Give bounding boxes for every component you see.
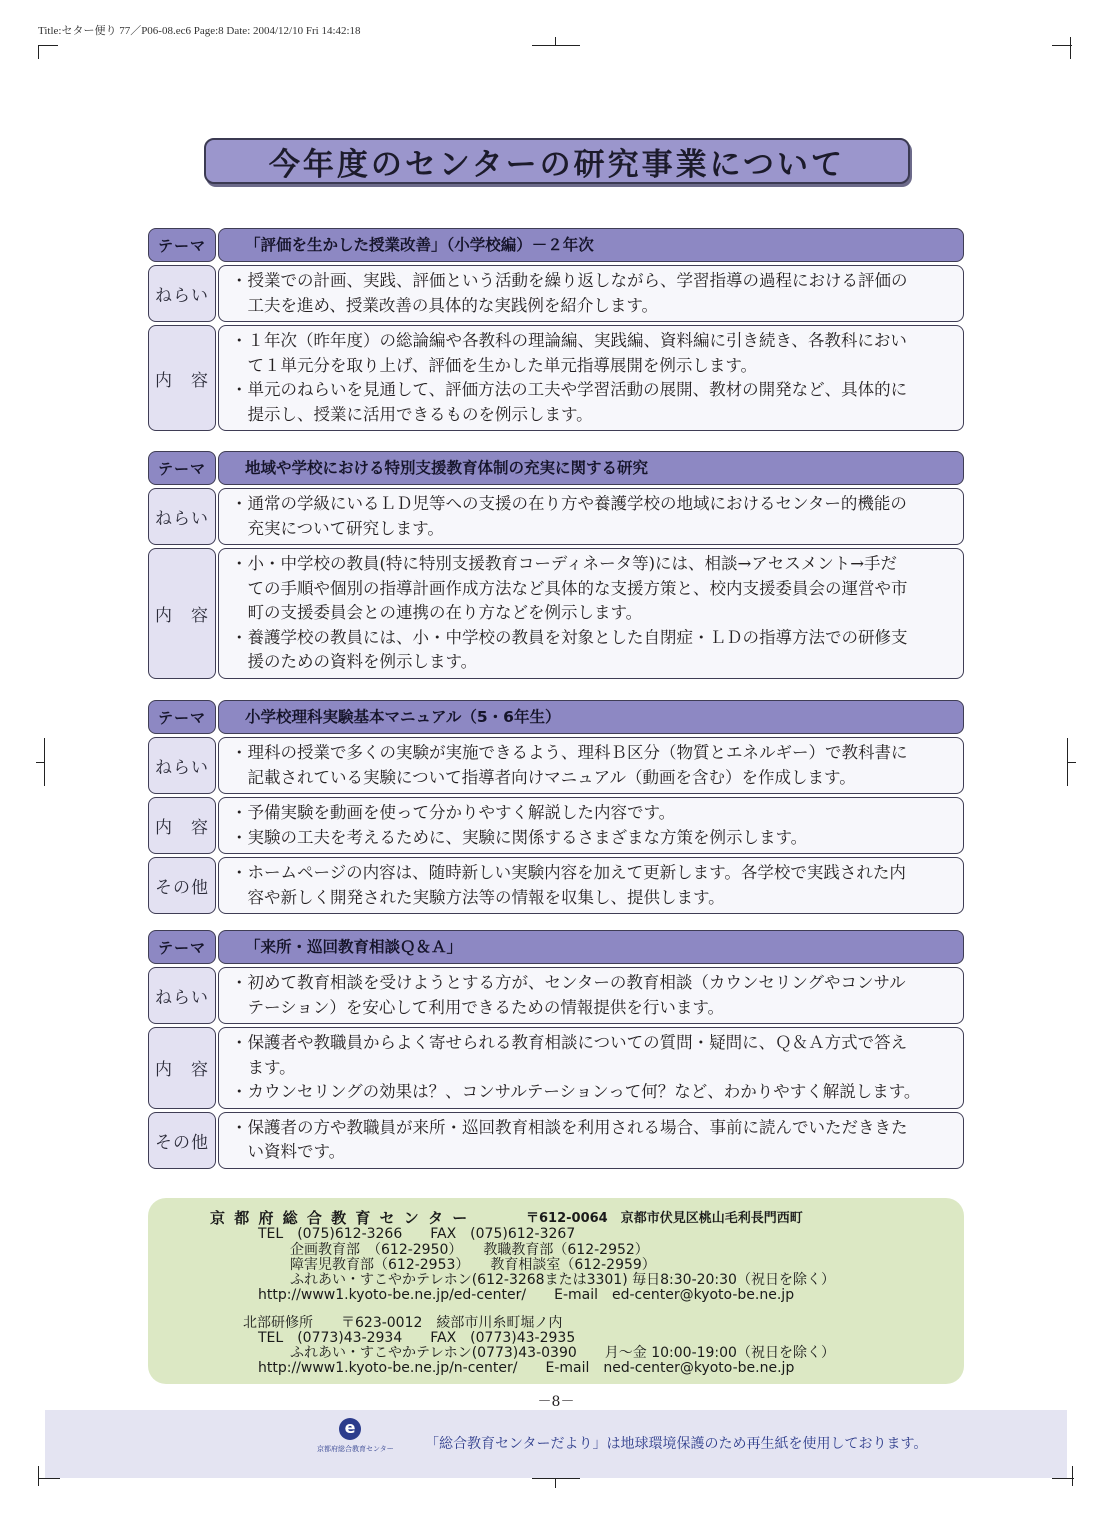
- content-line: ・養護学校の教員には、小・中学校の教員を対象とした自閉症・ＬＤの指導方法での研修支: [231, 627, 908, 647]
- content-line: ・単元のねらいを見通して、評価方法の工夫や学習活動の展開、教材の開発など、具体的に: [231, 380, 908, 399]
- crop-mark: [36, 762, 45, 763]
- print-header-meta: Title:セター便り 77／P06-08.ec6 Page:8 Date: 2004/12/10 Fri 14:42:18: [38, 25, 361, 37]
- page-title: 今年度のセンターの研究事業について: [268, 146, 846, 183]
- row-content: [218, 1027, 964, 1109]
- content-row: [148, 857, 964, 914]
- content-row: [148, 325, 964, 431]
- org-name: 京 都 府 総 合 教 育 セ ン タ ー: [210, 1209, 470, 1227]
- row-label: その他: [148, 1112, 216, 1169]
- contact-box: [148, 1198, 964, 1384]
- org-hotline: ふれあい・すこやかテレホン(612-3268または3301) 毎日8:30-20:30（祝日を除く）: [290, 1272, 835, 1288]
- row-label: 内 容: [148, 797, 216, 854]
- theme-row: [148, 228, 964, 262]
- theme-title: 「来所・巡回教育相談Ｑ＆Ａ」: [218, 930, 964, 964]
- footer-band: [45, 1410, 1067, 1478]
- content-line: 工夫を進め、授業改善の具体的な実践例を紹介します。: [231, 295, 659, 315]
- row-label: 内 容: [148, 1027, 216, 1109]
- row-content: [218, 1112, 964, 1169]
- content-line: て１単元分を取り上げ、評価を生かした単元指導展開を例示します。: [231, 355, 758, 375]
- crop-mark: [532, 45, 580, 46]
- page-title-box: [204, 138, 910, 184]
- content-row: [148, 1027, 964, 1109]
- content-row: [148, 1112, 964, 1169]
- crop-mark: [1070, 37, 1071, 59]
- row-label: 内 容: [148, 325, 216, 431]
- content-line: ・小・中学校の教員(特に特別支援教育コーディネータ等)には、相談→アセスメント→手だ: [231, 554, 898, 573]
- theme-section: [148, 451, 964, 682]
- content-row: [148, 265, 964, 322]
- page-number: －8－: [537, 1394, 575, 1410]
- content-row: [148, 548, 964, 679]
- content-line: ・ホームページの内容は、随時新しい実験内容を加えて更新します。各学校で実践された内: [231, 863, 906, 882]
- theme-label: テーマ: [148, 930, 216, 964]
- content-line: ・保護者の方や教職員が来所・巡回教育相談を利用される場合、事前に読んでいただききた: [231, 1117, 908, 1137]
- crop-mark: [38, 1466, 39, 1486]
- content-line: ・授業での計画、実践、評価という活動を繰り返しながら、学習指導の過程における評価の: [231, 271, 908, 290]
- org-address: 〒612-0064 京都市伏見区桃山毛利長門西町: [526, 1211, 803, 1226]
- row-content: [218, 265, 964, 322]
- recycled-paper-note: 「総合教育センターだより」は地球環境保護のため再生紙を使用しております。: [425, 1436, 928, 1452]
- content-row: [148, 737, 964, 794]
- content-row: [148, 797, 964, 854]
- content-line: ・初めて教育相談を受けようとする方が、センターの教育相談（カウンセリングやコンサル: [231, 973, 906, 992]
- theme-label: テーマ: [148, 700, 216, 734]
- theme-label: テーマ: [148, 228, 216, 262]
- row-content: [218, 797, 964, 854]
- theme-row: [148, 451, 964, 485]
- content-line: 記載されている実験について指導者向けマニュアル（動画を含む）を作成します。: [231, 767, 856, 787]
- crop-mark: [38, 45, 39, 59]
- north-office-address: 北部研修所 〒623-0012 綾部市川糸町堀ノ内: [243, 1315, 563, 1331]
- theme-section: [148, 700, 964, 917]
- north-hotline: ふれあい・すこやかテレホン(0773)43-0390 月～金 10:00-19:00（祝日を除く）: [290, 1345, 835, 1361]
- crop-mark: [38, 1478, 60, 1479]
- row-content: [218, 737, 964, 794]
- north-tel-fax: TEL (0773)43-2934 FAX (0773)43-2935: [258, 1330, 576, 1346]
- row-label: ねらい: [148, 737, 216, 794]
- logo-caption: 京都府総合教育センター: [317, 1445, 394, 1453]
- content-row: [148, 967, 964, 1024]
- content-line: ・通常の学級にいるＬＤ児等への支援の在り方や養護学校の地域におけるセンター的機能の: [231, 494, 907, 513]
- org-tel-fax: TEL (075)612-3266 FAX (075)612-3267: [258, 1226, 576, 1242]
- content-line: 充実について研究します。: [231, 518, 444, 538]
- crop-mark: [38, 45, 58, 46]
- org-web-email: http://www1.kyoto-be.ne.jp/ed-center/ E-mail ed-center@kyoto-be.ne.jp: [258, 1287, 795, 1303]
- content-line: ・カウンセリングの効果は？、コンサルテーションって何？など、わかりやすく解説します。: [231, 1082, 921, 1101]
- content-line: ・理科の授業で多くの実験が実施できるよう、理科Ｂ区分（物質とエネルギー）で教科書に: [231, 743, 908, 762]
- crop-mark: [1072, 1466, 1073, 1486]
- row-content: [218, 488, 964, 545]
- content-line: ・保護者や教職員からよく寄せられる教育相談についての質問・疑問に、Ｑ＆Ａ方式で答え: [231, 1033, 908, 1052]
- theme-title: 地域や学校における特別支援教育体制の充実に関する研究: [218, 451, 964, 485]
- crop-mark: [555, 1478, 556, 1488]
- theme-label: テーマ: [148, 451, 216, 485]
- row-label: ねらい: [148, 967, 216, 1024]
- row-content: [218, 857, 964, 914]
- org-dept-line-1: 企画教育部 （612-2950） 教職教育部（612-2952）: [290, 1242, 649, 1258]
- org-dept-line-2: 障害児教育部（612-2953） 教育相談室（612-2959）: [290, 1257, 656, 1273]
- content-row: [148, 488, 964, 545]
- content-line: ・実験の工夫を考えるために、実験に関係するさまざまな方策を例示します。: [231, 827, 808, 847]
- content-line: い資料です。: [231, 1142, 346, 1161]
- theme-row: [148, 930, 964, 964]
- theme-section: [148, 930, 964, 1172]
- crop-mark: [1052, 45, 1072, 46]
- content-line: 援のための資料を例示します。: [231, 652, 478, 671]
- row-label: ねらい: [148, 488, 216, 545]
- row-label: 内 容: [148, 548, 216, 679]
- content-line: テーション）を安心して利用できるための情報提供を行います。: [231, 997, 725, 1017]
- content-line: 容や新しく開発された実験方法等の情報を収集し、提供します。: [231, 887, 725, 907]
- content-line: 提示し、授業に活用できるものを例示します。: [231, 404, 593, 424]
- center-logo-icon: e: [339, 1418, 361, 1440]
- content-line: ・１年次（昨年度）の総論編や各教科の理論編、実践編、資料編に引き続き、各教科におい: [231, 331, 907, 350]
- row-content: [218, 967, 964, 1024]
- north-web-email: http://www1.kyoto-be.ne.jp/n-center/ E-mail ned-center@kyoto-be.ne.jp: [258, 1360, 795, 1376]
- crop-mark: [532, 1478, 580, 1479]
- content-line: 町の支援委員会との連携の在り方などを例示します。: [231, 603, 643, 622]
- content-line: ます。: [231, 1057, 296, 1077]
- crop-mark: [555, 37, 556, 46]
- theme-section: [148, 228, 964, 434]
- theme-row: [148, 700, 964, 734]
- row-label: その他: [148, 857, 216, 914]
- crop-mark: [1067, 762, 1076, 763]
- content-line: ての手順や個別の指導計画作成方法など具体的な支援方策と、校内支援委員会の運営や市: [231, 578, 908, 598]
- theme-title: 「評価を生かした授業改善」（小学校編）－２年次: [218, 228, 964, 262]
- row-content: [218, 325, 964, 431]
- crop-mark: [1052, 1478, 1074, 1479]
- theme-title: 小学校理科実験基本マニュアル（5・6年生）: [218, 700, 964, 734]
- content-line: ・予備実験を動画を使って分かりやすく解説した内容です。: [231, 803, 676, 822]
- row-content: [218, 548, 964, 679]
- row-label: ねらい: [148, 265, 216, 322]
